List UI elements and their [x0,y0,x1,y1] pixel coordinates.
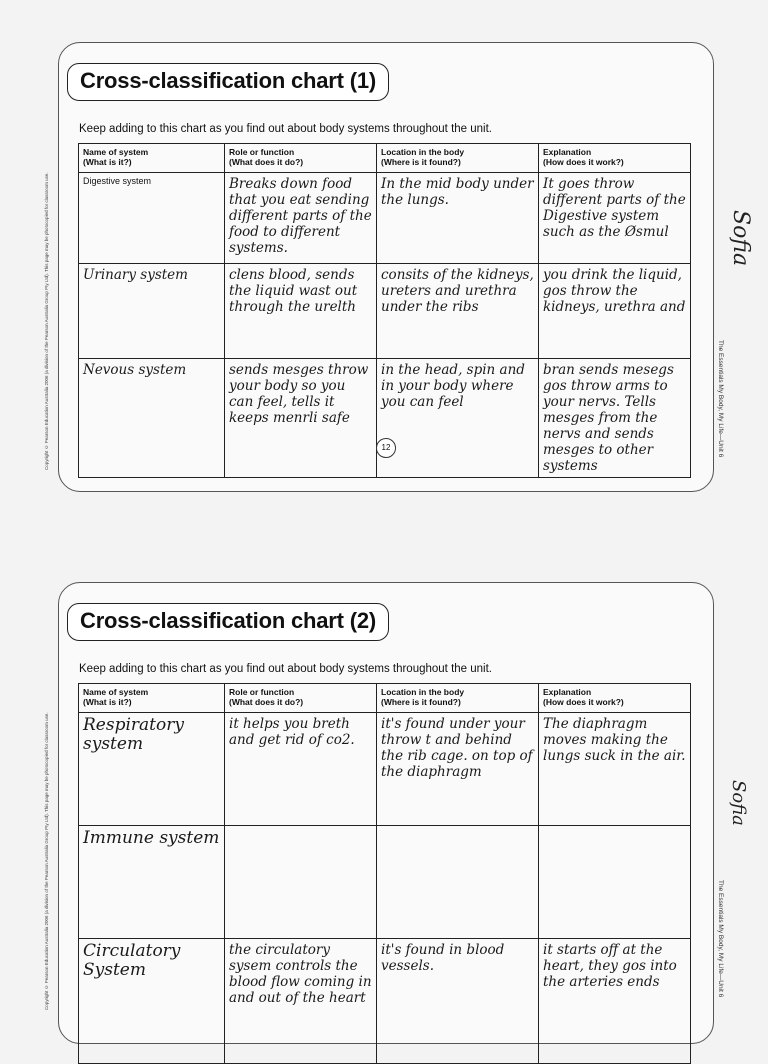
header-row [79,144,691,173]
classification-table [78,143,691,478]
role-cell: it helps you breth and get rid of co2. [225,713,377,826]
table-row [79,826,691,939]
header-role: Role or function (What does it do?) [225,144,377,173]
explanation-cell: you drink the liquid, gos throw the kidneys, urethra and [539,264,691,359]
table-row [79,713,691,826]
copyright-notice: Copyright © Pearson Education Australia 2006 (a division of the Pearson Australia Group Pty Ltd). This page may be photocopied for classroom use. [44,712,49,1010]
system-name-cell: Respiratory system [79,713,225,826]
explanation-cell: it starts off at the heart, they gos into the arteries ends [539,939,691,1064]
role-cell [225,826,377,939]
instructions: Keep adding to this chart as you find out about body systems throughout the unit. [79,663,492,675]
role-cell: the circulatory sysem controls the blood flow coming in and out of the heart [225,939,377,1064]
system-name-cell: Immune system [79,826,225,939]
page-title: Cross-classification chart (1) [80,68,376,93]
side-title: The Essentials My Body, My Life—Unit 6 [717,880,724,998]
system-name-cell: Urinary system [79,264,225,359]
copyright-notice: Copyright © Pearson Education Australia 2006 (a division of the Pearson Australia Group Pty Ltd). This page may be photocopied for classroom use. [44,172,49,470]
system-name-cell: Digestive system [79,173,225,264]
table-row [79,264,691,359]
title-box [67,63,389,101]
role-cell: clens blood, sends the liquid wast out through the urelth [225,264,377,359]
title-box [67,603,389,641]
explanation-cell: bran sends mesegs gos throw arms to your nervs. Tells mesges from the nervs and sends mesges to other systems [539,359,691,478]
header-location: Location in the body (Where is it found?) [377,684,539,713]
system-name-cell: Nevous system [79,359,225,478]
header-explanation: Explanation (How does it work?) [539,144,691,173]
page-number: 12 [376,438,396,458]
worksheet-1 [58,42,714,492]
student-name: Sofia [728,780,749,826]
table-row [79,359,691,478]
table-row [79,939,691,1064]
student-name: Sofia [728,210,753,267]
header-role: Role or function (What does it do?) [225,684,377,713]
table-row [79,173,691,264]
header-name: Name of system (What is it?) [79,144,225,173]
explanation-cell: The diaphragm moves making the lungs suck in the air. [539,713,691,826]
location-cell: it's found in blood vessels. [377,939,539,1064]
header-row [79,684,691,713]
page-title: Cross-classification chart (2) [80,608,376,633]
explanation-cell [539,826,691,939]
header-location: Location in the body (Where is it found?) [377,144,539,173]
classification-table [78,683,691,1064]
location-cell [377,826,539,939]
header-name: Name of system (What is it?) [79,684,225,713]
location-cell: consits of the kidneys, ureters and urethra under the ribs [377,264,539,359]
worksheet-2 [58,582,714,1044]
system-name-cell: Circulatory System [79,939,225,1064]
role-cell: Breaks down food that you eat sending different parts of the food to different systems. [225,173,377,264]
explanation-cell: It goes throw different parts of the Digestive system such as the Øsmul [539,173,691,264]
location-cell: it's found under your throw t and behind the rib cage. on top of the diaphragm [377,713,539,826]
location-cell: In the mid body under the lungs. [377,173,539,264]
side-title: The Essentials My Body, My Life—Unit 6 [717,340,724,458]
header-explanation: Explanation (How does it work?) [539,684,691,713]
location-cell: in the head, spin and in your body where you can feel [377,359,539,478]
instructions: Keep adding to this chart as you find out about body systems throughout the unit. [79,123,492,135]
role-cell: sends mesges throw your body so you can feel, tells it keeps menrli safe [225,359,377,478]
